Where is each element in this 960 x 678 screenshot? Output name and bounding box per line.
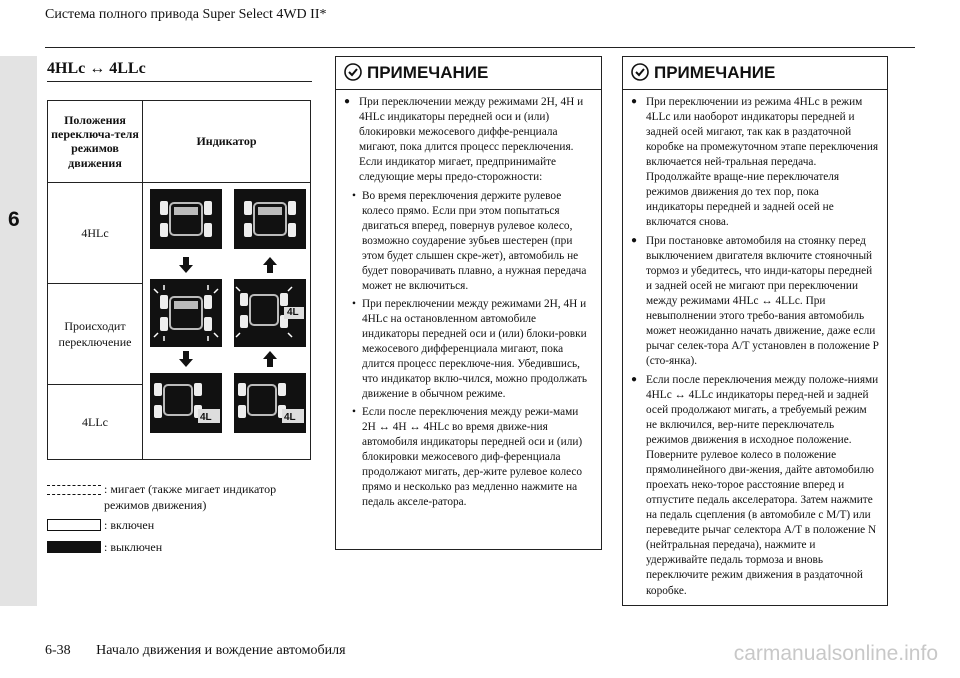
- indicator-4hlc-up: [234, 189, 306, 249]
- table-row: [48, 182, 311, 283]
- header-divider: [45, 47, 915, 48]
- arrow-down-icon: [179, 257, 193, 273]
- check-circle-icon: [344, 63, 362, 81]
- note-bullet: ● При переключении из режима 4HLc в режим 4LLc или наоборот индикаторы передней и задней осей мигают, так как в раздаточной коробке на промежуточном этапе переключения включается ней-тральная передача. Продолжайте враще-ние переключателя режимов движения до тех пор, пока индикаторы передней и задней осей не включатся снова.: [631, 95, 879, 230]
- check-circle-icon: [631, 63, 649, 81]
- footer-chapter-title: Начало движения и вождение автомобиля: [96, 643, 346, 658]
- column-header-position: Положения переключа-теля режимов движения: [48, 101, 143, 183]
- badge-4l: 4L: [200, 411, 212, 423]
- note-heading: [631, 63, 775, 83]
- legend-flash-text: : мигает (также мигает индикатор режимов движения): [104, 482, 277, 512]
- note-heading-divider: [623, 89, 887, 90]
- page-number: 6-38: [45, 643, 71, 658]
- row-label-4hlc: 4HLc: [48, 182, 143, 283]
- indicator-switching-flash: [150, 279, 222, 347]
- arrow-down-icon: [179, 351, 193, 367]
- badge-4l: 4L: [287, 306, 299, 318]
- note-heading: [344, 63, 488, 83]
- section-title: 4HLc ↔ 4LLc: [47, 60, 146, 77]
- legend-on-swatch: [47, 519, 101, 531]
- column-header-indicator: Индикатор: [143, 101, 311, 183]
- row-label-switching: Происходит переключение: [48, 284, 143, 385]
- legend-on-text: : включен: [104, 518, 155, 532]
- page-header-title: Система полного привода Super Select 4WD II*: [45, 7, 327, 22]
- note-subbullet: • Если после переключения между режи-мами 2H ↔ 4H ↔ 4HLc во время движе-ния автомобиля индикаторы передней оси и (или) блокировки межосевого диф-ференциала продолжают мигать, дер-жите рулевое колесо прямо и несколько раз медленно нажмите на педаль акселе-ратора.: [344, 405, 593, 510]
- note-heading-divider: [336, 89, 601, 90]
- note-subbullet: • Во время переключения держите рулевое колесо прямо. Если при этом попытаться двигаться вперед, повернув рулевое колесо, возможно соударение зубьев шестерен (при этом будет слышен скре-жет), автомобиль не будет поворачивать плавно, а нужная передача может не включиться.: [344, 189, 593, 294]
- badge-4l: 4L: [284, 411, 296, 423]
- arrow-up-icon: [263, 257, 277, 273]
- note-bullet: ● При переключении между режимами 2H, 4H и 4HLc индикаторы передней оси и (или) блокировки межосевого диффе-ренциала мигают, пока длится процесс переключения. Если индикатор мигает, предпринимайте следующие меры предо-сторожности:: [344, 95, 593, 185]
- note-heading-text: ПРИМЕЧАНИЕ: [654, 63, 776, 82]
- note-box-middle: [335, 56, 602, 550]
- legend-off-text: : выключен: [104, 540, 163, 554]
- indicator-4hlc-down: [150, 189, 222, 249]
- watermark: carmanualsonline.info: [733, 642, 938, 665]
- arrow-up-icon: [263, 351, 277, 367]
- page-footer: [45, 643, 346, 659]
- note-bullet: ● При постановке автомобиля на стоянку перед выключением двигателя включите стояночный тормоз и убедитесь, что инди-каторы передней и задней осей не мигают при переключении между режимами 4HLc ↔ 4LLc. При невыполнении этого требо-вания автомобиль может неожиданно начать движение, даже если рычаг селек-тора A/T установлен в положение P (сто-янка).: [631, 234, 879, 369]
- note-subbullet: • При переключении между режимами 2H, 4H и 4HLc на остановленном автомобиле индикаторы передней оси и (или) блоки-ровки межосевого дифференциала мигают, пока длится процесс переключе-ния. Убедившись, что индикатор вклю-чился, можно продолжать движение в обычном режиме.: [344, 297, 593, 402]
- indicator-4llc-up: [234, 373, 306, 433]
- legend-off-swatch: [47, 541, 101, 553]
- chapter-number: 6: [8, 208, 20, 231]
- indicator-column: [143, 182, 311, 459]
- note-bullet: ● Если после переключения между положе-ниями 4HLc ↔ 4LLc индикаторы перед-ней и задней осей продолжают мигать, а требуемый режим не включился, вер-ните переключатель режимов движения в исходное положение. Поверните рулевое колесо в положение прямолинейного дви-жения, дайте автомобилю проехать неко-торое расстояние вперед и отпустите педаль акселератора. Затем нажмите на педаль сцепления (в автомобиле с M/T) или переведите рычаг селектора A/T в положение N (нейтральная передача), нажмите и удерживайте педаль тормоза и вновь переключите режим движения в раздаточной коробке.: [631, 373, 879, 598]
- note-body: [344, 95, 593, 513]
- section-title-divider: [47, 81, 312, 82]
- note-body: [631, 95, 879, 603]
- table-header-row: [48, 101, 311, 183]
- row-label-4llc: 4LLc: [48, 385, 143, 460]
- chapter-tab-strip: [0, 56, 37, 606]
- note-box-right: [622, 56, 888, 606]
- legend-flash-swatch: [47, 485, 101, 495]
- note-heading-text: ПРИМЕЧАНИЕ: [367, 63, 489, 82]
- indicator-4llc-down: [150, 373, 222, 433]
- mode-indicator-table: [47, 100, 311, 460]
